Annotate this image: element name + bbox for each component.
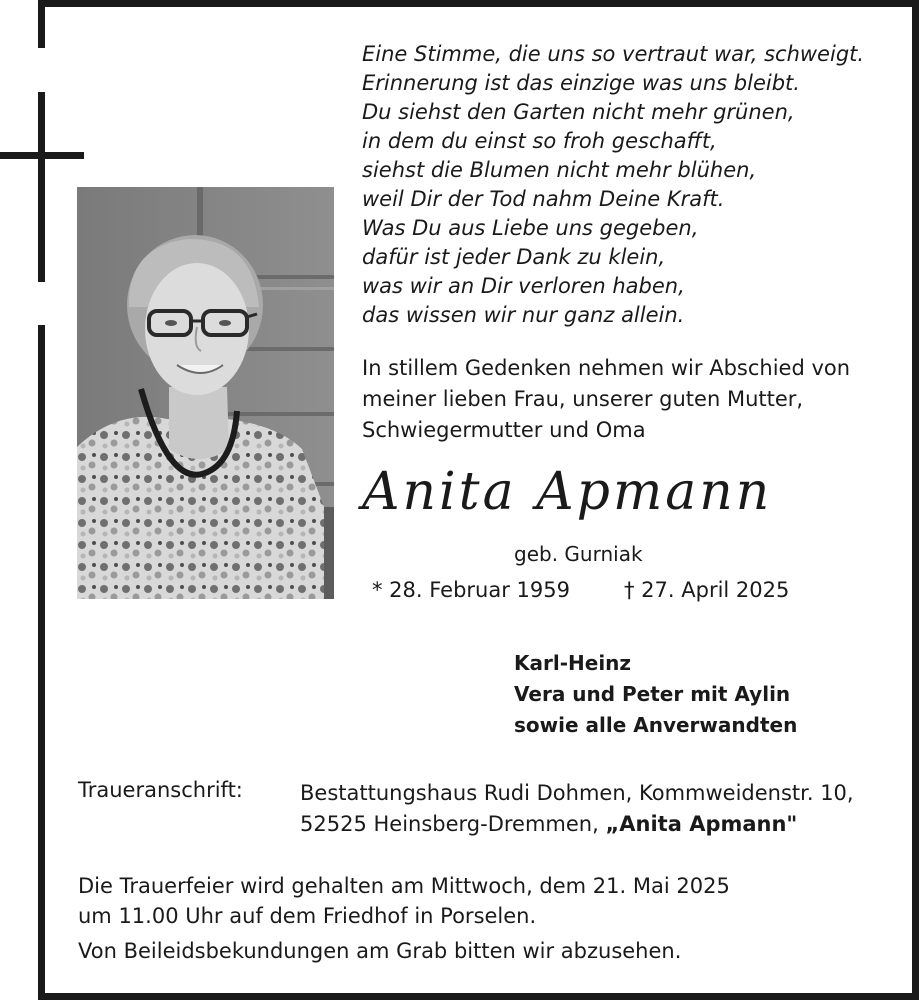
family-line: sowie alle Anverwandten bbox=[514, 713, 798, 737]
cross-bar bbox=[0, 152, 84, 159]
frame-top bbox=[38, 0, 919, 7]
ceremony-info bbox=[78, 871, 730, 931]
poem-line: das wissen wir nur ganz allein. bbox=[362, 303, 685, 327]
poem-line: siehst die Blumen nicht mehr blühen, bbox=[362, 158, 757, 182]
poem-line: Eine Stimme, die uns so vertraut war, schweigt. bbox=[362, 42, 865, 66]
poem-line: Was Du aus Liebe uns gegeben, bbox=[362, 216, 699, 240]
birth-date: * 28. Februar 1959 bbox=[372, 578, 570, 602]
death-date: † 27. April 2025 bbox=[624, 578, 790, 602]
address-line-2 bbox=[300, 809, 854, 840]
frame-bottom bbox=[38, 993, 919, 1000]
address-label: Traueranschrift: bbox=[78, 778, 243, 802]
poem-line: in dem du einst so froh geschafft, bbox=[362, 129, 717, 153]
cross-icon bbox=[38, 92, 45, 282]
frame-left-bottom bbox=[38, 325, 45, 1000]
family-line: Karl-Heinz bbox=[514, 651, 632, 675]
address-line-1: Bestattungshaus Rudi Dohmen, Kommweidenstr. 10, bbox=[300, 781, 854, 805]
poem-line: Erinnerung ist das einzige was uns bleibt. bbox=[362, 71, 800, 95]
maiden-name: geb. Gurniak bbox=[514, 542, 643, 566]
poem-line: Du siehst den Garten nicht mehr grünen, bbox=[362, 100, 795, 124]
intro-line: meiner lieben Frau, unserer guten Mutter, bbox=[362, 387, 804, 411]
condolence-note: Von Beileidsbekundungen am Grab bitten wir abzusehen. bbox=[78, 939, 682, 963]
intro-line: Schwiegermutter und Oma bbox=[362, 418, 646, 442]
family-signatures bbox=[514, 648, 797, 741]
deceased-name: Anita Apmann bbox=[362, 462, 773, 522]
frame-right bbox=[912, 0, 919, 1000]
ceremony-line: um 11.00 Uhr auf dem Friedhof in Porselen. bbox=[78, 904, 537, 928]
farewell-intro bbox=[362, 353, 902, 446]
mourning-address bbox=[300, 778, 854, 840]
ceremony-line: Die Trauerfeier wird gehalten am Mittwoch, dem 21. Mai 2025 bbox=[78, 874, 730, 898]
poem-line: dafür ist jeder Dank zu klein, bbox=[362, 245, 666, 269]
address-name: „Anita Apmann" bbox=[605, 812, 798, 836]
intro-line: In stillem Gedenken nehmen wir Abschied von bbox=[362, 356, 851, 380]
poem-line: weil Dir der Tod nahm Deine Kraft. bbox=[362, 187, 725, 211]
portrait-photo bbox=[77, 187, 334, 599]
frame-left-top bbox=[38, 0, 45, 48]
family-line: Vera und Peter mit Aylin bbox=[514, 682, 791, 706]
poem bbox=[362, 40, 902, 330]
address-city: 52525 Heinsberg-Dremmen, bbox=[300, 812, 606, 836]
poem-line: was wir an Dir verloren haben, bbox=[362, 274, 685, 298]
